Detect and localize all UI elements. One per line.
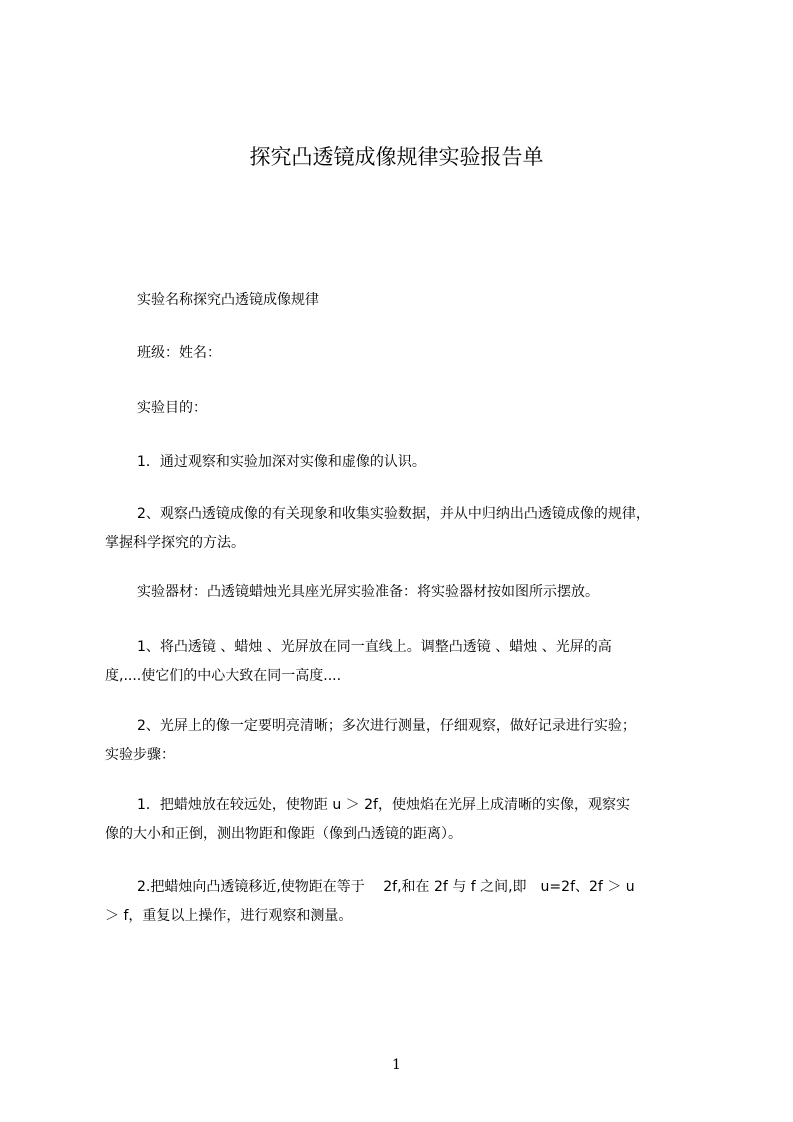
step-item-1-line-1: 1．把蜡烛放在较远处，使物距 u ＞ 2f，使烛焰在光屏上成清晰的实像，观察实 [137,797,630,813]
equipment-paragraph: 实验器材：凸透镜蜡烛光具座光屏实验准备：将实验器材按如图所示摆放。 [137,584,599,600]
purpose-item-2-line-2: 掌握科学探究的方法。 [105,535,245,551]
purpose-item-1: 1．通过观察和实验加深对实像和虚像的认识。 [137,454,426,470]
preparation-item-1 [105,633,705,691]
step-item-1 [105,791,705,849]
step-item-2-line-1: 2.把蜡烛向凸透镜移近,使物距在等于 2f,和在 2f 与 f 之间,即 u=2f、2f ＞ u [137,879,635,895]
document-title: 探究凸透镜成像规律实验报告单 [249,145,544,169]
step-item-2-line-2: ＞ f，重复以上操作，进行观察和测量。 [105,908,353,924]
purpose-item-2 [105,500,705,558]
preparation-item-1-line-2: 度,....使它们的中心大致在同一高度.... [105,668,342,684]
page-number: 1 [392,1057,401,1073]
purpose-item-2-line-1: 2、观察凸透镜成像的有关现象和收集实验数据，并从中归纳出凸透镜成像的规律， [137,506,650,522]
class-name-line: 班级：姓名： [137,345,221,361]
preparation-item-2-line-1: 2、光屏上的像一定要明亮清晰；多次进行测量，仔细观察，做好记录进行实验； [137,718,636,734]
experiment-purpose-heading: 实验目的： [137,400,207,416]
step-item-2 [105,873,705,931]
preparation-item-2-line-2: 实验步骤： [105,747,175,763]
preparation-item-1-line-1: 1、将凸透镜 、蜡烛 、光屏放在同一直线上。调整凸透镜 、蜡烛 、光屏的高 [137,639,612,655]
step-item-1-line-2: 像的大小和正倒，测出物距和像距（像到凸透镜的距离）。 [105,826,462,842]
preparation-item-2 [105,712,705,770]
experiment-name: 实验名称探究凸透镜成像规律 [137,292,319,308]
